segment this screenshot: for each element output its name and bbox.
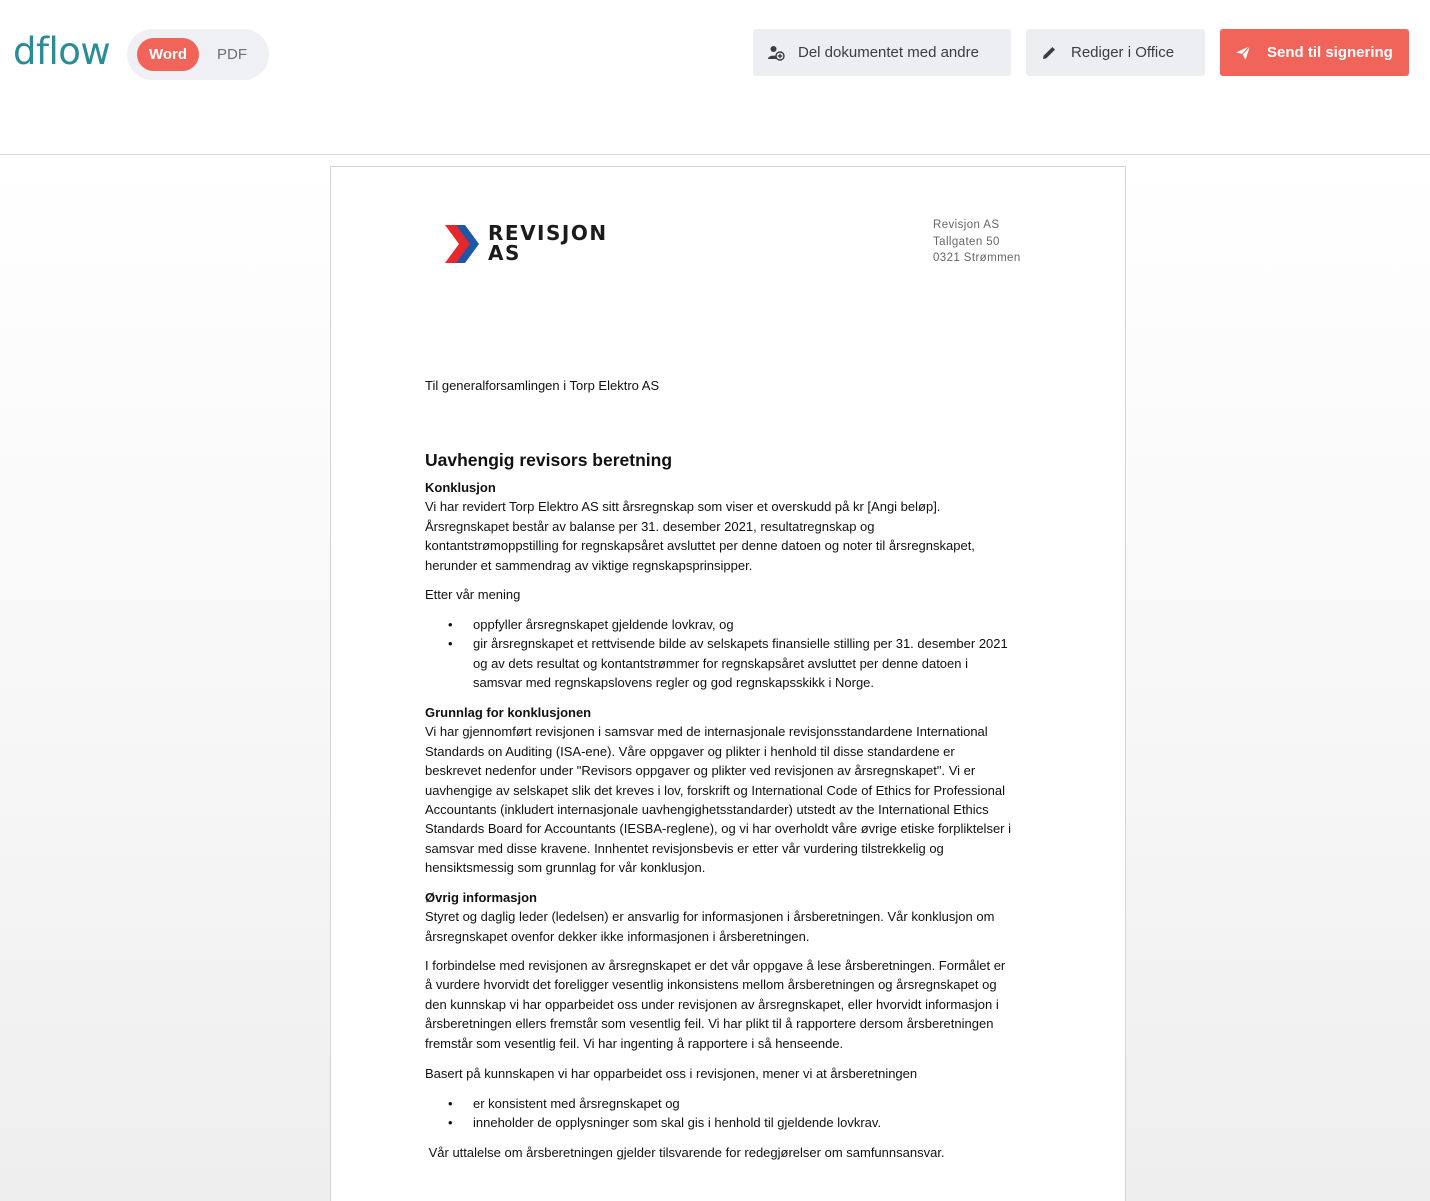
recipient-line: Til generalforsamlingen i Torp Elektro AS — [425, 378, 660, 393]
conclusion-section — [425, 478, 1037, 575]
document-viewer[interactable] — [0, 156, 1430, 1201]
word-toggle-option[interactable]: Word — [137, 38, 199, 71]
closing-statement: Vår uttalelse om årsberetningen gjelder tilsvarende for redegjørelser om samfunnsansvar. — [425, 1145, 945, 1160]
document-title: Uavhengig revisors beretning — [425, 450, 673, 470]
text-line: beskrevet nedenfor under "Revisors oppgaver og plikter ved revisjonen av årsregnskapet". Vi er — [425, 763, 976, 779]
knowledge-intro: Basert på kunnskapen vi har opparbeidet oss i revisjonen, mener vi at årsberetningen — [425, 1066, 918, 1081]
opinion-intro: Etter vår mening — [425, 587, 521, 602]
text-line: Accountants (inkludert internasjonale uavhengighetsstandarder) utstedt av the International Ethics — [425, 802, 989, 818]
address-line: Revisjon AS — [933, 219, 1000, 231]
text-line: kontantstrømoppstilling for regnskapsåret avsluttet per denne datoen og noter til årsregnskapet, — [425, 538, 975, 554]
text-line: Vi har revidert Torp Elektro AS sitt årsregnskap som viser et overskudd på kr [Angi beløp]. — [425, 499, 941, 515]
share-document-button[interactable] — [753, 29, 1011, 76]
basis-heading: Grunnlag for konklusjonen — [425, 705, 592, 720]
text-line: Standards Board for Accountants (IESBA-reglene), og vi har overholdt våre øvrige etiske forpliktelser i — [425, 821, 1012, 837]
share-document-label: Del dokumentet med andre — [798, 44, 979, 61]
text-line: Årsregnskapet består av balanse per 31. desember 2021, resultatregnskap og — [425, 518, 875, 534]
list-item — [425, 634, 1037, 692]
firm-logo-line1: REVISJON — [488, 221, 608, 245]
basis-section — [425, 703, 1037, 878]
format-toggle[interactable] — [127, 29, 269, 80]
address-line: Tallgaten 50 — [933, 235, 1000, 248]
text-line: den kunnskap vi har opparbeidet oss under revisjonen av årsregnskapet, eller hvorvidt informasjon i — [425, 996, 999, 1012]
dflow-logo[interactable]: dflow — [13, 30, 111, 73]
text-line: I forbindelse med revisjonen av årsregnskapet er det vår oppgave å lese årsberetningen. Formålet er — [425, 958, 1006, 973]
text-line: Standards on Auditing (ISA-ene). Våre oppgaver og plikter i henhold til disse standardene er — [425, 743, 955, 759]
text-line: å vurdere hvorvidt det foreligger vesentlig inkonsistens mellom årsberetningen og årsregnskapet og — [425, 977, 997, 993]
opinion-list — [425, 615, 1037, 693]
list-item — [425, 1094, 1037, 1113]
conclusion-heading: Konklusjon — [425, 480, 496, 495]
other-info-section — [425, 888, 1037, 946]
text-line: • gir årsregnskapet et rettvisende bilde av selskapets finansielle stilling per 31. desember 2021 — [473, 636, 1008, 652]
text-line: hensiktsmessig som grunnlag for vår konklusjon. — [425, 860, 706, 876]
text-line: Vi har gjennomført revisjonen i samsvar med de internasjonale revisjonsstandardene International — [425, 724, 988, 740]
add-user-icon — [767, 44, 785, 62]
knowledge-list — [425, 1094, 1037, 1133]
address-line: 0321 Strømmen — [933, 252, 1021, 264]
chevron-logo-icon — [445, 223, 481, 265]
text-line: samsvar med regnskapslovens regler og god regnskapsskikk i Norge. — [473, 675, 875, 691]
text-line: og av dets resultat og kontantstrømmer for regnskapsåret avsluttet per denne datoen i — [473, 655, 968, 671]
text-line: årsregnskapet ovenfor dekker ikke informasjonen i årsberetningen. — [425, 928, 810, 944]
pdf-toggle-option[interactable]: PDF — [217, 46, 247, 63]
list-item — [425, 1113, 1037, 1132]
edit-in-office-label: Rediger i Office — [1071, 44, 1175, 61]
firm-logo — [445, 221, 608, 270]
paper-plane-icon — [1234, 44, 1252, 62]
firm-logo-line2: AS — [488, 241, 521, 265]
pencil-icon — [1040, 44, 1058, 62]
text-line: herunder et sammendrag av viktige regnskapsprinsipper. — [425, 557, 753, 573]
top-bar — [0, 0, 1430, 155]
other-info-heading: Øvrig informasjon — [425, 890, 537, 905]
text-line: samsvar med disse kravene. Innhentet revisjonsbevis er etter vår vurdering tilstrekkelig og — [425, 840, 944, 856]
text-line: • inneholder de opplysninger som skal gis i henhold til gjeldende lovkrav. — [473, 1115, 882, 1131]
text-line: uavhengige av selskapet slik det kreves i lov, forskrift og International Code of Ethics for Professional — [425, 782, 1005, 798]
send-for-signing-label: Send til signering — [1267, 44, 1393, 61]
firm-logo-text — [488, 223, 608, 263]
document-page — [330, 166, 1126, 1201]
list-item — [425, 615, 1037, 634]
text-line: • er konsistent med årsregnskapet og — [473, 1096, 680, 1111]
text-line: årsberetningen ellers fremstår som vesentlig feil. Vi har plikt til å rapportere dersom årsberetningen — [425, 1016, 994, 1032]
send-for-signing-button[interactable] — [1220, 29, 1409, 76]
text-line: • oppfyller årsregnskapet gjeldende lovkrav, og — [473, 617, 734, 632]
other-info-paragraph — [425, 956, 1037, 1053]
firm-address — [933, 217, 1021, 267]
text-line: fremstår som vesentlig feil. Vi har ingenting å rapportere i så henseende. — [425, 1035, 844, 1051]
text-line: Styret og daglig leder (ledelsen) er ansvarlig for informasjonen i årsberetningen. Vår konklusjon om — [425, 909, 995, 925]
edit-in-office-button[interactable] — [1026, 29, 1205, 76]
